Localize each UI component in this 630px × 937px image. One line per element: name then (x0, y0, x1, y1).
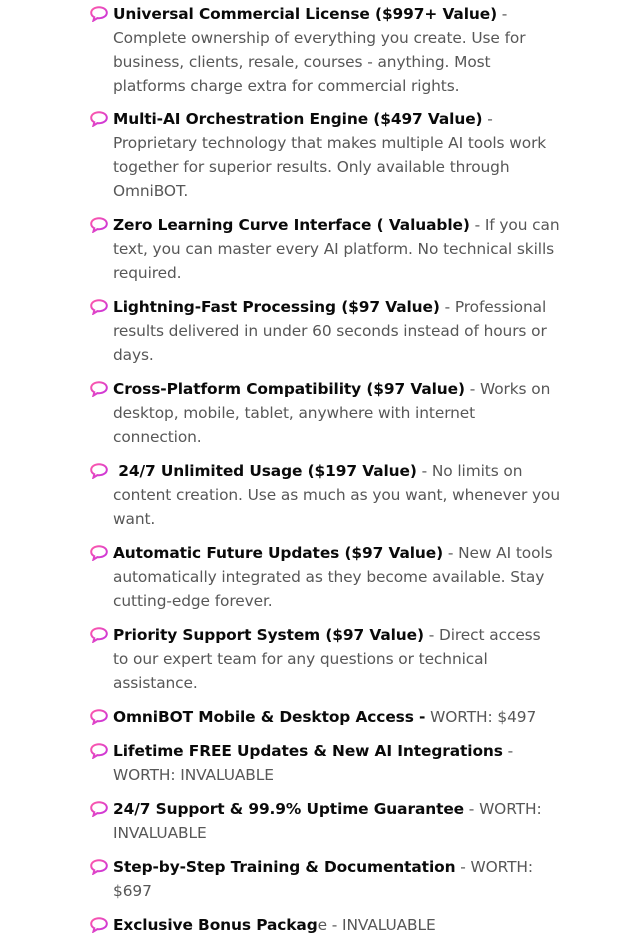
separator: - (416, 462, 432, 480)
feature-title: Lightning-Fast Processing ($97 Value) (113, 298, 440, 316)
feature-description: Professional results delivered in under 60 seconds instead of hours or days. (113, 298, 547, 364)
feature-title: Automatic Future Updates ($97 Value) (113, 544, 444, 562)
list-item (90, 705, 560, 729)
list-item (90, 739, 560, 787)
separator: - (482, 110, 493, 128)
speech-bubble-icon (90, 627, 108, 643)
speech-bubble-icon (90, 463, 108, 479)
list-item (90, 797, 560, 845)
feature-description: WORTH: INVALUABLE (113, 766, 274, 784)
feature-description: Direct access to our expert team for any questions or technical assistance. (113, 626, 541, 692)
speech-bubble-icon (90, 709, 108, 725)
list-item (90, 295, 560, 367)
list-item (90, 913, 560, 937)
feature-title: OmniBOT Mobile & Desktop Access - (113, 708, 426, 726)
list-item (90, 107, 560, 203)
feature-title: Lifetime FREE Updates & New AI Integrations (113, 742, 503, 760)
list-item (90, 377, 560, 449)
feature-title: Multi-AI Orchestration Engine ($497 Value) (113, 110, 483, 128)
speech-bubble-icon (90, 743, 108, 759)
feature-description: WORTH: INVALUABLE (113, 800, 542, 842)
feature-description: Complete ownership of everything you create. Use for business, clients, resale, courses - anything. Most platforms charge extra for commercial rights. (113, 29, 526, 95)
separator: - (469, 216, 485, 234)
separator: - (497, 5, 508, 23)
feature-description: Proprietary technology that makes multiple AI tools work together for superior results. Only available through OmniBOT. (113, 134, 547, 200)
list-item (90, 541, 560, 613)
feature-title: Exclusive Bonus Packag (113, 916, 318, 934)
feature-title: Universal Commercial License ($997+ Value) (113, 5, 497, 23)
feature-description: e - INVALUABLE (317, 916, 436, 934)
speech-bubble-icon (90, 801, 108, 817)
list-item (90, 2, 560, 98)
speech-bubble-icon (90, 111, 108, 127)
separator: - (464, 800, 480, 818)
separator: - (464, 380, 480, 398)
list-item (90, 213, 560, 285)
speech-bubble-icon (90, 6, 108, 22)
feature-description: WORTH: $697 (113, 858, 533, 900)
feature-title: Cross-Platform Compatibility ($97 Value) (113, 380, 465, 398)
separator: - (439, 298, 455, 316)
feature-title: 24/7 Unlimited Usage ($197 Value) (113, 462, 417, 480)
list-item (90, 623, 560, 695)
speech-bubble-icon (90, 381, 108, 397)
feature-description: WORTH: $497 (430, 708, 537, 726)
separator: - (502, 742, 514, 760)
speech-bubble-icon (90, 917, 108, 933)
separator: - (423, 626, 439, 644)
feature-description: Works on desktop, mobile, tablet, anywhere with internet connection. (113, 380, 551, 446)
separator: - (455, 858, 471, 876)
speech-bubble-icon (90, 299, 108, 315)
feature-description: No limits on content creation. Use as much as you want, whenever you want. (113, 462, 560, 528)
speech-bubble-icon (90, 217, 108, 233)
speech-bubble-icon (90, 545, 108, 561)
speech-bubble-icon (90, 859, 108, 875)
feature-title: 24/7 Support & 99.9% Uptime Guarantee (113, 800, 465, 818)
list-item (90, 855, 560, 903)
feature-title: Zero Learning Curve Interface ( Valuable) (113, 216, 470, 234)
separator: - (443, 544, 459, 562)
list-item (90, 459, 560, 531)
feature-title: Step-by-Step Training & Documentation (113, 858, 456, 876)
feature-list (90, 2, 560, 937)
feature-description: If you can text, you can master every AI platform. No technical skills required. (113, 216, 560, 282)
feature-title: Priority Support System ($97 Value) (113, 626, 424, 644)
feature-description: New AI tools automatically integrated as they become available. Stay cutting-edge forever. (113, 544, 553, 610)
